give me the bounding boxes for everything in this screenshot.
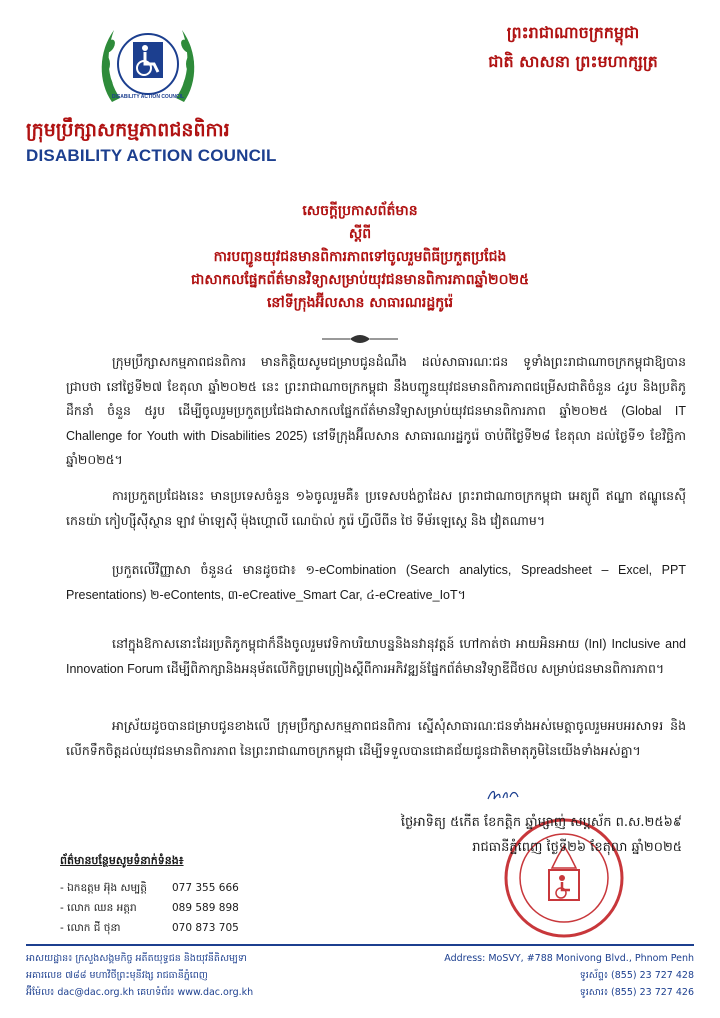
footer-address-english	[444, 950, 694, 1001]
paragraph-categories	[66, 558, 686, 607]
kingdom-motto	[448, 18, 698, 76]
kingdom-line: ព្រះរាជាណាចក្រកម្ពុជា	[506, 23, 640, 42]
footer-address-line: អាសយដ្ឋាន៖ ក្រសួងសង្គមកិច្ច អតីតយុទ្ធជន និងយុវនីតិសម្បទា	[26, 953, 247, 964]
contact-name: - លោក ជី ថុនា	[60, 922, 121, 934]
contact-list	[60, 878, 239, 938]
paragraph-countries	[66, 484, 686, 533]
title-line-2: ស្តីពី	[348, 226, 372, 242]
contact-row	[60, 898, 239, 918]
contact-phone[interactable]: 070 873 705	[172, 922, 239, 934]
paragraph-text: ការប្រកួតប្រជែងនេះ មានប្រទេសចំនួន ១៦ចូលរួមគឺ៖ ប្រទេសបង់ក្លាដែស ព្រះរាជាណាចក្រកម្ពុជា អេត្យូពី ឥណ្ឌា ឥណ្ឌូនេស៊ី កេនយ៉ា កៀហ្ស៊ីស៊ីស្ថាន ឡាវ ម៉ាឡេស៊ី ម៉ុងហ្គោលី ណេប៉ាល់ កូរ៉េ ហ្វីលីពីន ថៃ ទីម័រឡេស្តេ និង វៀតណាម។	[66, 489, 686, 528]
org-name-english: DISABILITY ACTION COUNCIL	[26, 146, 277, 165]
title-line-5: នៅទីក្រុងអ៊ីលសាន សាធារណរដ្ឋកូរ៉េ	[266, 295, 454, 311]
paragraph-forum	[66, 632, 686, 681]
contact-heading: ព័ត៌មានបន្ថែមសូមទំនាក់ទំនង៖	[60, 854, 184, 867]
logo-text: DISABILITY ACTION COUNCIL	[111, 94, 185, 100]
title-line-3: ការបញ្ជូនយុវជនមានពិការភាពទៅចូលរួមពិធីប្រកួតប្រជែង	[213, 249, 507, 265]
footer-fax: ទូរសារ៖ (855) 23 727 426	[579, 987, 694, 998]
org-name-khmer: ក្រុមប្រឹក្សាសកម្មភាពជនពិការ	[26, 119, 230, 141]
footer-building-line: អគារលេខ ៧៨៨ មហាវិថីព្រះមុនីវង្ស រាជធានីភ្នំពេញ	[26, 970, 208, 981]
contact-name: - ឯកឧត្តម អ៊ុង សម្បត្តិ	[60, 882, 147, 894]
paragraph-text: នៅក្នុងឱកាសនោះដែរប្រតិភូកម្ពុជាក៏នឹងចូលរួមវេទិកាបរិយាបន្ននិងនវានុវត្តន៍ ហៅកាត់ថា អាយអិនអាយ (InI) Inclusive and Innovation Forum ដើម្បីពិភាក្សានិងអនុម័តលើកិច្ចព្រមព្រៀងស្តីពីការអភិវឌ្ឍន៍ផ្នែកព័ត៌មានវិទ្យាឌីជីថល សម្រាប់ជនមានពិការភាព។	[66, 637, 686, 676]
paragraph-text: ប្រកួតលើវិញ្ញាសា ចំនួន៤ មានដូចជា៖ ១-eCombination (Search analytics, Spreadsheet – Excel, PPT Presentations) ២-eContents, ៣-eCreative_Smart Car, ៤-eCreative_IoT។	[66, 563, 686, 602]
footer-address-en: Address: MoSVY, #788 Monivong Blvd., Phnom Penh	[444, 953, 694, 964]
place-date: រាជធានីភ្នំពេញ ថ្ងៃទី២៦ ខែតុលា ឆ្នាំ២០២៥	[472, 840, 682, 855]
contact-name: - លោក ឈន អត្តរា	[60, 902, 137, 914]
document-title	[60, 200, 660, 315]
paragraph-text: ក្រុមប្រឹក្សាសកម្មភាពជនពិការ មានកិត្តិយសូមជម្រាបជូនដំណឹង ដល់សាធារណៈជន ទូទាំងព្រះរាជាណាចក្រកម្ពុជាឱ្យបានជ្រាបថា នៅថ្ងៃទី២៧ ខែតុលា ឆ្នាំ២០២៥ នេះ ព្រះរាជាណាចក្រកម្ពុជា នឹងបញ្ជូនយុវជនមានពិការភាពជម្រើសជាតិចំនួន ៤រូប និងប្រតិភូដឹកនាំ ចំនួន ៥រូប ដើម្បីចូលរួមប្រកួតប្រជែងជាសាកលផ្នែកព័ត៌មានវិទ្យាសម្រាប់យុវជនមានពិការភាព ឆ្នាំ២០២៥ (Global IT Challenge for Youth with Disabilities 2025) នៅទីក្រុងអ៊ីលសាន សាធារណរដ្ឋកូរ៉េ ចាប់ពីថ្ងៃទី២៨ ខែតុលា ដល់ថ្ងៃទី១ ខែវិច្ឆិកា ឆ្នាំ២០២៥។	[66, 355, 686, 467]
footer-phone[interactable]: ទូរស័ព្ទ៖ (855) 23 727 428	[579, 970, 694, 981]
title-line-1: សេចក្តីប្រកាសព័ត៌មាន	[302, 203, 418, 219]
contact-phone[interactable]: 077 355 666	[172, 882, 239, 894]
paragraph-announcement	[66, 350, 686, 473]
contact-phone[interactable]: 089 589 898	[172, 902, 239, 914]
paragraph-text: អាស្រ័យដូចបានជម្រាបជូនខាងលើ ក្រុមប្រឹក្សាសកម្មភាពជនពិការ ស្នើសុំសាធារណៈជនទាំងអស់មេត្តាចូលរួមអបអរសាទរ និងលើកទឹកចិត្តដល់យុវជនមានពិការភាព នៃព្រះរាជាណាចក្រកម្ពុជា ដើម្បីទទួលបានជោគជ័យជូនជាតិមាតុភូមិនៃយើងទាំងអស់គ្នា។	[66, 719, 686, 758]
date-block	[392, 810, 682, 860]
nation-religion-king-line: ជាតិ សាសនា ព្រះមហាក្សត្រ	[488, 52, 658, 71]
lunar-date: ថ្ងៃអាទិត្យ ៥កើត ខែកត្តិក ឆ្នាំម្សាញ់ សប្តស័ក ព.ស.២៥៦៩	[400, 815, 682, 830]
dac-logo	[92, 12, 204, 120]
footer-email-web-line[interactable]: អ៊ីម៉ែល៖ dac@dac.org.kh គេហទំព័រ៖ www.dac.org.kh	[26, 987, 254, 998]
contact-row	[60, 878, 239, 898]
footer-address-khmer	[26, 950, 253, 1001]
paragraph-closing	[66, 714, 686, 763]
title-line-4: ជាសាកលផ្នែកព័ត៌មានវិទ្យាសម្រាប់យុវជនមានពិការភាពឆ្នាំ២០២៥	[191, 272, 529, 288]
contact-row	[60, 918, 239, 938]
footer-divider	[26, 944, 694, 946]
divider-ornament	[320, 330, 400, 342]
